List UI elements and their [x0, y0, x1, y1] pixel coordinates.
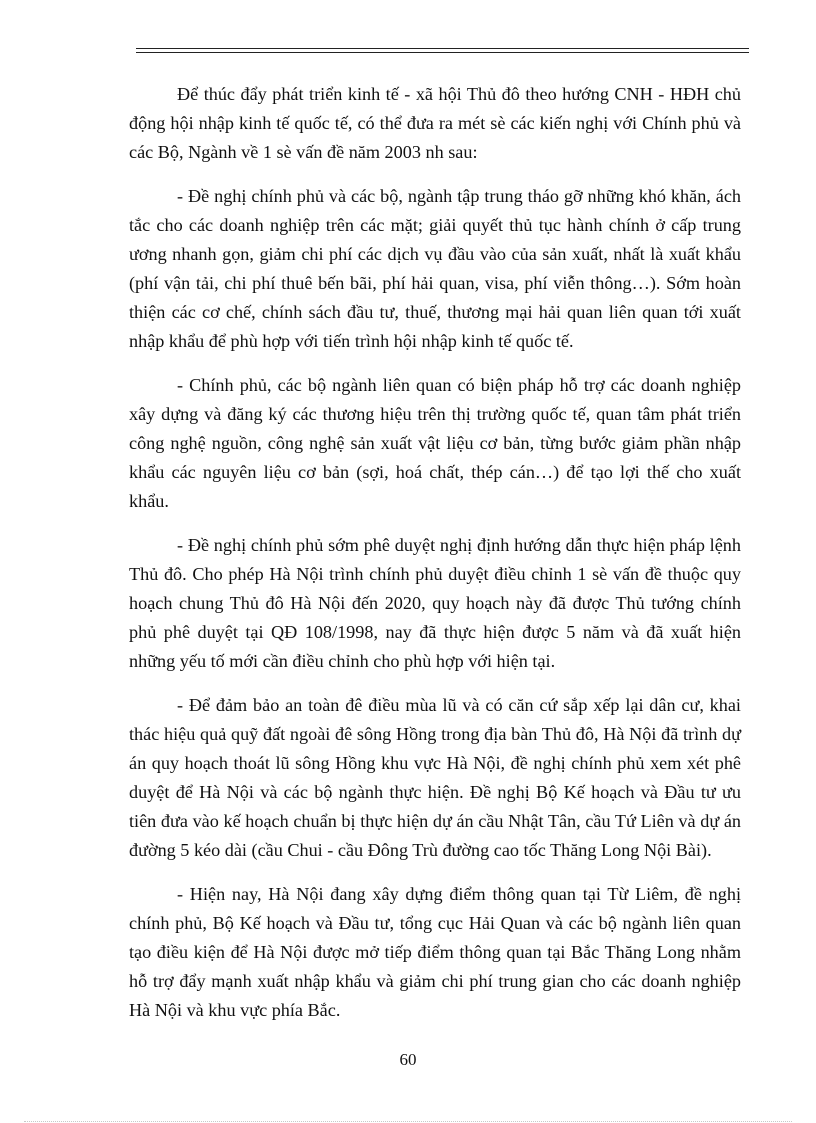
page-number: 60	[399, 1050, 417, 1069]
footer-dotted-line	[24, 1121, 792, 1122]
paragraph-recommendation-2: - Chính phủ, các bộ ngành liên quan có biện pháp hỗ trợ các doanh nghiệp xây dựng và đăng ký các thương hiệu trên thị trường quốc tế, quan tâm phát triển công nghệ nguồn, công nghệ sản xuất vật liệu cơ bản, từng bước giảm phần nhập khẩu các nguyên liệu cơ bản (sợi, hoá chất, thép cán…) để tạo lợi thế cho xuất khẩu.	[129, 375, 741, 511]
header-rule-bottom	[136, 52, 749, 53]
paragraph-recommendation-1: - Đề nghị chính phủ và các bộ, ngành tập trung tháo gỡ những khó khăn, ách tắc cho các doanh nghiệp trên các mặt; giải quyết thủ tục hành chính ở cấp trung ương nhanh gọn, giảm chi phí các dịch vụ đầu vào của sản xuất, nhất là xuất khẩu (phí vận tải, chi phí thuê bến bãi, phí hải quan, visa, phí viễn thông…). Sớm hoàn thiện các cơ chế, chính sách đầu tư, thuế, thương mại hải quan liên quan tới xuất nhập khẩu để phù hợp với tiến trình hội nhập kinh tế quốc tế.	[129, 186, 741, 351]
paragraph-recommendation-3: - Đề nghị chính phủ sớm phê duyệt nghị định hướng dẫn thực hiện pháp lệnh Thủ đô. Cho phép Hà Nội trình chính phủ duyệt điều chỉnh 1 sè vấn đề thuộc quy hoạch chung Thủ đô Hà Nội đến 2020, quy hoạch này đã được Thủ tướng chính phủ phê duyệt tại QĐ 108/1998, nay đã thực hiện được 5 năm và đã xuất hiện những yếu tố mới cần điều chỉnh cho phù hợp với hiện tại.	[129, 535, 741, 671]
paragraph-intro: Để thúc đẩy phát triển kinh tế - xã hội Thủ đô theo hướng CNH - HĐH chủ động hội nhập kinh tế quốc tế, có thể đưa ra mét sè các kiến nghị với Chính phủ và các Bộ, Ngành về 1 sè vấn đề năm 2003 nh sau:	[129, 84, 741, 162]
paragraph-recommendation-5: - Hiện nay, Hà Nội đang xây dựng điểm thông quan tại Từ Liêm, đề nghị chính phủ, Bộ Kế hoạch và Đầu tư, tổng cục Hải Quan và các bộ ngành liên quan tạo điều kiện để Hà Nội được mở tiếp điểm thông quan tại Bắc Thăng Long nhằm hỗ trợ đẩy mạnh xuất nhập khẩu và giảm chi phí trung gian cho các doanh nghiệp Hà Nội và khu vực phía Bắc.	[129, 884, 741, 1020]
paragraph-recommendation-4: - Để đảm bảo an toàn đê điều mùa lũ và có căn cứ sắp xếp lại dân cư, khai thác hiệu quả quỹ đất ngoài đê sông Hồng trong địa bàn Thủ đô, Hà Nội đã trình dự án quy hoạch thoát lũ sông Hồng khu vực Hà Nội, đề nghị chính phủ xem xét phê duyệt để Hà Nội và các bộ ngành thực hiện. Đề nghị Bộ Kế hoạch và Đầu tư ưu tiên đưa vào kế hoạch chuẩn bị thực hiện dự án cầu Nhật Tân, cầu Tứ Liên và dự án đường 5 kéo dài (cầu Chui - cầu Đông Trù đường cao tốc Thăng Long Nội Bài).	[129, 695, 741, 860]
document-body	[129, 80, 741, 1040]
header-rule-top	[136, 48, 749, 49]
